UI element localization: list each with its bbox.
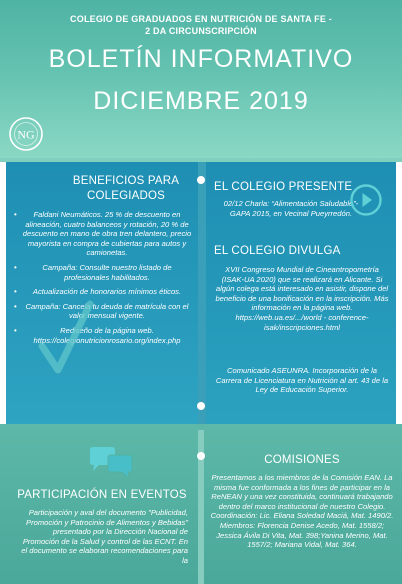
beneficios-title: BENEFICIOS PARA COLEGIADOS	[72, 175, 180, 202]
org-line-1: COLEGIO DE GRADUADOS EN NUTRICIÓN DE SANTA FE -	[70, 14, 332, 24]
comisiones-text: Presentamos a los miembros de la Comisión EAN. La misma fue conformada a los fines de participar en la ReNEAN y una vez constituida, continuará trabajando dentro del marco institucional de nuestro Colegio. Coordinación: Lic. Eliana Soledad Maciá, Mat. 1490/2. Miembros: Florencia Denise Acedo, Mat. 1558/2; Jessica Ávila Di Vita, Mat. 398;Yanina Merino, Mat. 1557/2; Mariana Vidal, Mat. 364.	[210, 473, 394, 550]
logo-emblem-icon	[8, 116, 44, 152]
colegio-presente-title: EL COLEGIO PRESENTE	[214, 181, 353, 193]
check-mark-icon	[38, 298, 94, 378]
column-divider	[198, 162, 206, 424]
colegio-divulga-text: XVII Congreso Mundial de Cineantropometría (ISAK-UA 2020) que se realizará en Alicante. Si algún colega está interesado en asistir, dispone del beneficio de una bonificación en la inscripción. Más información en la página web. https://web.ua.es/.../world - conference-isak/inscripciones.html	[215, 265, 389, 332]
list-item: • Campaña: Cancela tu deuda de matrícula con el valor mensual vigente.	[14, 302, 192, 321]
logo-letters: NG	[17, 127, 35, 142]
newsletter-date: DICIEMBRE 2019	[93, 87, 309, 115]
list-item: • Campaña: Consulte nuestro listado de profesionales habilitados.	[14, 263, 192, 282]
org-line-2: 2 DA CIRCUNSCRIPCIÓN	[145, 26, 257, 36]
play-arrow-icon	[350, 184, 382, 216]
divider-dot	[197, 176, 205, 184]
participacion-text: Participación y aval del documento "Publicidad, Promoción y Patrocinio de Alimentos y Bebidas" presentado por la Dirección Nacional de Promoción de la Salud y control de las ECNT. En el documento se elaboran recomendaciones para la	[21, 508, 188, 565]
header-banner	[0, 0, 402, 158]
list-item: • Rediseño de la página web. https://colegionutricionrosario.org/index.php	[14, 326, 192, 345]
divider-dot	[197, 402, 205, 410]
colegio-presente-text: 02/12 Charla: “Alimentación Saludable”- GAPA 2015, en Vecinal Pueyrredón.	[223, 199, 359, 218]
organization-name	[20, 13, 382, 37]
list-item: • Actualización de honorarios mínimos éticos.	[14, 287, 192, 297]
participacion-title: PARTICIPACIÓN EN EVENTOS	[17, 489, 187, 501]
divider-dot	[197, 452, 205, 460]
chat-bubbles-icon	[88, 446, 134, 480]
list-item: • Faldani Neumáticos. 25 % de descuento en alineación, cuatro balanceos y rotación, 20 % de descuento en mano de obra tren delantero, precio mayorista en compra de cubiertas para autos y camionetas.	[14, 210, 192, 258]
colegio-divulga-text-2: Comunicado ASEUNRA. Incorporación de la Carrera de Licenciatura en Nutrición al art. 43 de la Ley de Educación Superior.	[215, 366, 389, 395]
colegio-divulga-title: EL COLEGIO DIVULGA	[214, 245, 341, 257]
newsletter-title: BOLETÍN INFORMATIVO	[48, 45, 354, 73]
comisiones-title: COMISIONES	[264, 454, 340, 466]
